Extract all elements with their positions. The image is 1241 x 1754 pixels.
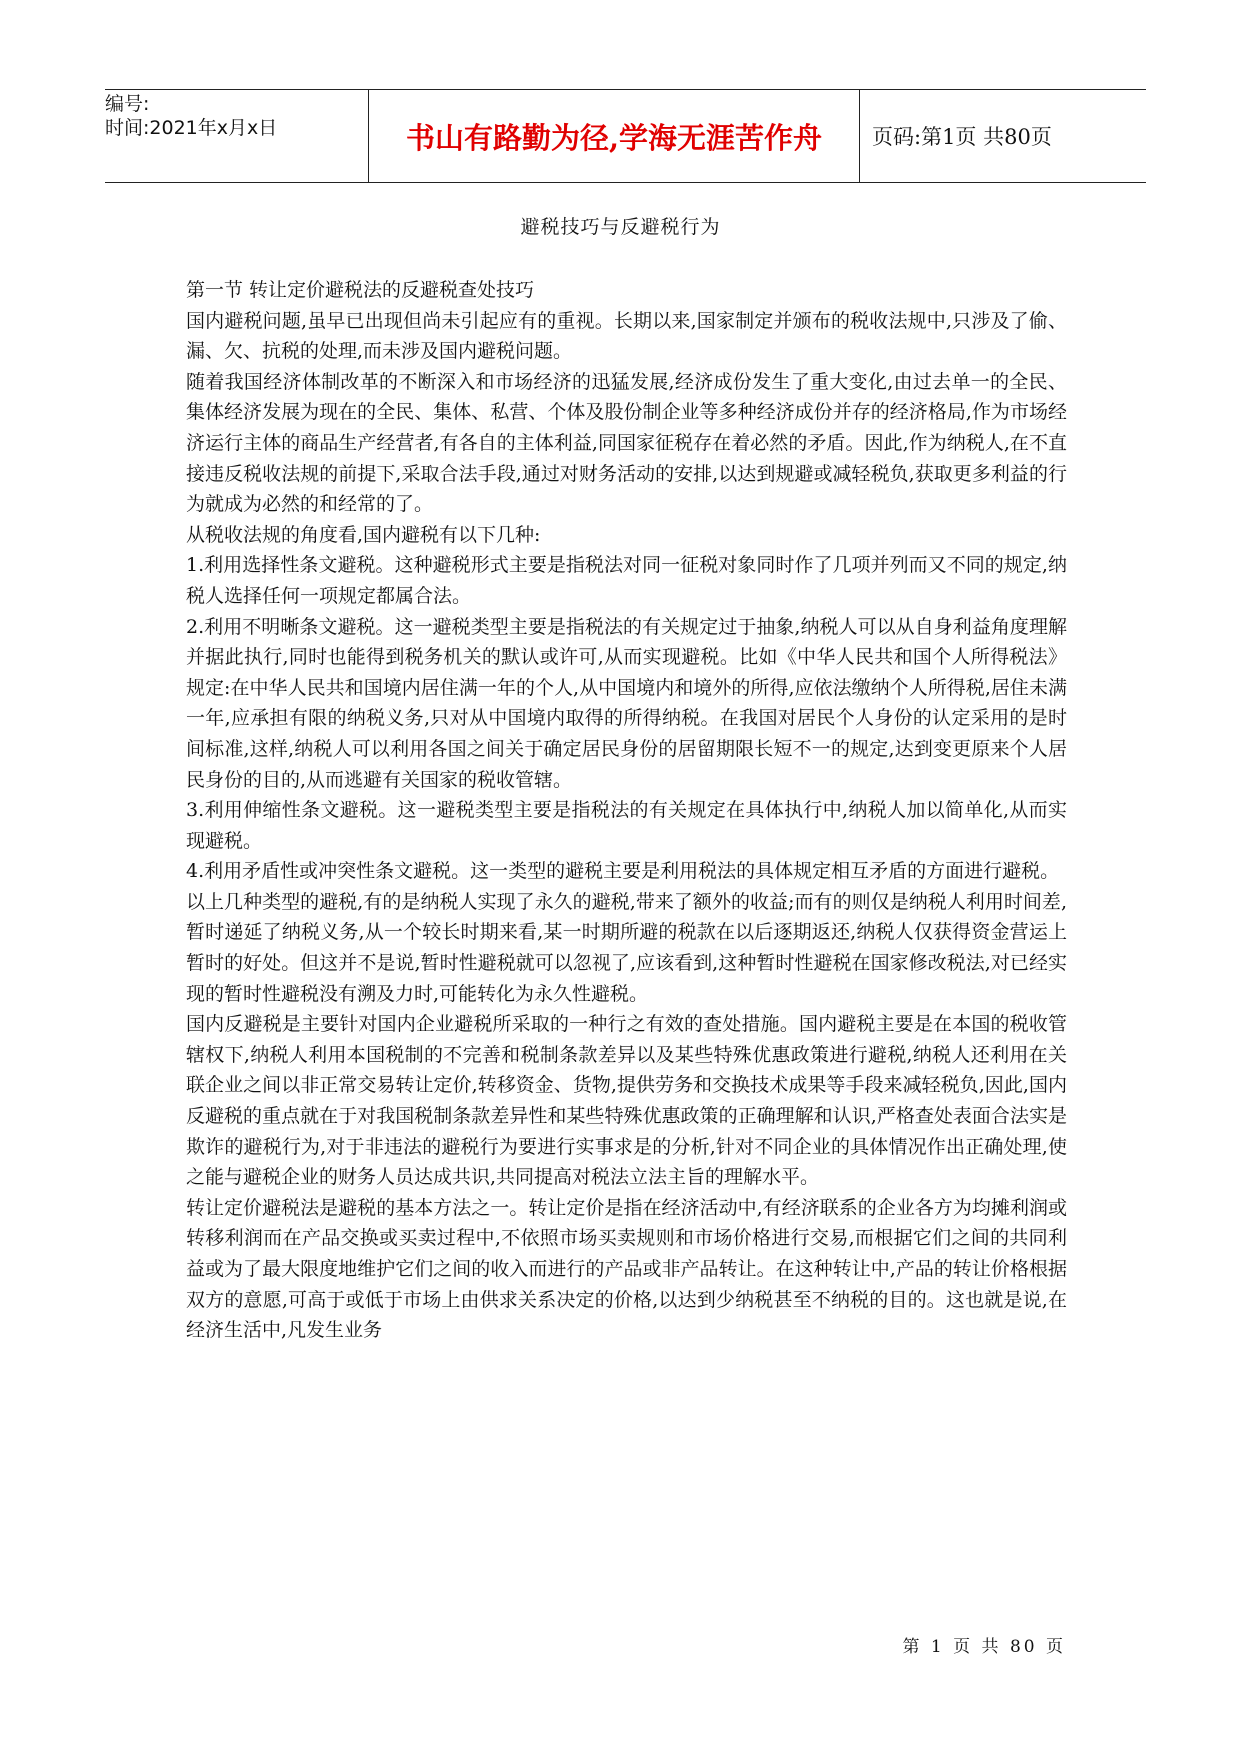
paragraph: 以上几种类型的避税,有的是纳税人实现了永久的避税,带来了额外的收益;而有的则仅是纳税人利用时间差,暂时递延了纳税义务,从一个较长时期来看,某一时期所避的税款在以后逐期返还,纳税人仅获得资金营运上暂时的好处。但这并不是说,暂时性避税就可以忽视了,应该看到,这种暂时性避税在国家修改税法,对已经实现的暂时性避税没有溯及力时,可能转化为永久性避税。 <box>186 890 1067 1005</box>
motto: 书山有路勤为径,学海无涯苦作舟 <box>369 90 860 182</box>
paragraph: 3.利用伸缩性条文避税。这一避税类型主要是指税法的有关规定在具体执行中,纳税人加以简单化,从而实现避税。 <box>186 799 1067 852</box>
page-label: 页码:第1页 共80页 <box>872 125 1052 149</box>
paragraph: 转让定价避税法是避税的基本方法之一。转让定价是指在经济活动中,有经济联系的企业各方为均摊利润或转移利润而在产品交换或买卖过程中,不依照市场买卖规则和市场价格进行交易,而根据它们之间的共同利益或为了最大限度地维护它们之间的收入而进行的产品或非产品转让。在这种转让中,产品的转让价格根据双方的意愿,可高于或低于市场上由供求关系决定的价格,以达到少纳税甚至不纳税的目的。这也就是说,在经济生活中,凡发生业务 <box>186 1196 1067 1342</box>
header-table <box>105 89 1146 183</box>
paragraph: 随着我国经济体制改革的不断深入和市场经济的迅猛发展,经济成份发生了重大变化,由过去单一的全民、集体经济发展为现在的全民、集体、私营、个体及股份制企业等多种经济成份并存的经济格局,作为市场经济运行主体的商品生产经营者,有各自的主体利益,同国家征税存在着必然的矛盾。因此,作为纳税人,在不直接违反税收法规的前提下,采取合法手段,通过对财务活动的安排,以达到规避或减轻税负,获取更多利益的行为就成为必然的和经常的了。 <box>186 370 1067 516</box>
document-title: 避税技巧与反避税行为 <box>520 216 721 238</box>
header-info-cell <box>105 90 369 182</box>
paragraph: 4.利用矛盾性或冲突性条文避税。这一类型的避税主要是利用税法的具体规定相互矛盾的方面进行避税。 <box>186 860 1060 883</box>
paragraph: 从税收法规的角度看,国内避税有以下几种: <box>186 523 541 546</box>
paragraph: 2.利用不明晰条文避税。这一避税类型主要是指税法的有关规定过于抽象,纳税人可以从自身利益角度理解并据此执行,同时也能得到税务机关的默认或许可,从而实现避税。比如《中华人民共和国个人所得税法》规定:在中华人民共和国境内居住满一年的个人,从中国境内和境外的所得,应依法缴纳个人所得税,居住未满一年,应承担有限的纳税义务,只对从中国境内取得的所得纳税。在我国对居民个人身份的认定采用的是时间标准,这样,纳税人可以利用各国之间关于确定居民身份的居留期限长短不一的规定,达到变更原来个人居民身份的目的,从而逃避有关国家的税收管辖。 <box>186 615 1067 791</box>
section-heading: 第一节 转让定价避税法的反避税查处技巧 <box>186 279 535 301</box>
paragraph: 国内反避税是主要针对国内企业避税所采取的一种行之有效的查处措施。国内避税主要是在本国的税收管辖权下,纳税人利用本国税制的不完善和税制条款差异以及某些特殊优惠政策进行避税,纳税人还利用在关联企业之间以非正常交易转让定价,转移资金、货物,提供劳务和交换技术成果等手段来减轻税负,因此,国内反避税的重点就在于对我国税制条款差异性和某些特殊优惠政策的正确理解和认识,严格查处表面合法实是欺诈的避税行为,对于非违法的避税行为要进行实事求是的分析,针对不同企业的具体情况作出正确处理,使之能与避税企业的财务人员达成共识,共同提高对税法立法主旨的理解水平。 <box>186 1013 1067 1189</box>
number-label: 编号: <box>105 93 150 115</box>
paragraph: 国内避税问题,虽早已出现但尚未引起应有的重视。长期以来,国家制定并颁布的税收法规中,只涉及了偷、漏、欠、抗税的处理,而未涉及国内避税问题。 <box>186 309 1067 363</box>
time-label: 时间:2021年x月x日 <box>105 117 278 139</box>
page-footer: 第 1 页 共 80 页 <box>902 1637 1066 1657</box>
paragraph: 1.利用选择性条文避税。这种避税形式主要是指税法对同一征税对象同时作了几项并列而又不同的规定,纳税人选择任何一项规定都属合法。 <box>186 554 1067 607</box>
document-body <box>186 275 1067 1346</box>
